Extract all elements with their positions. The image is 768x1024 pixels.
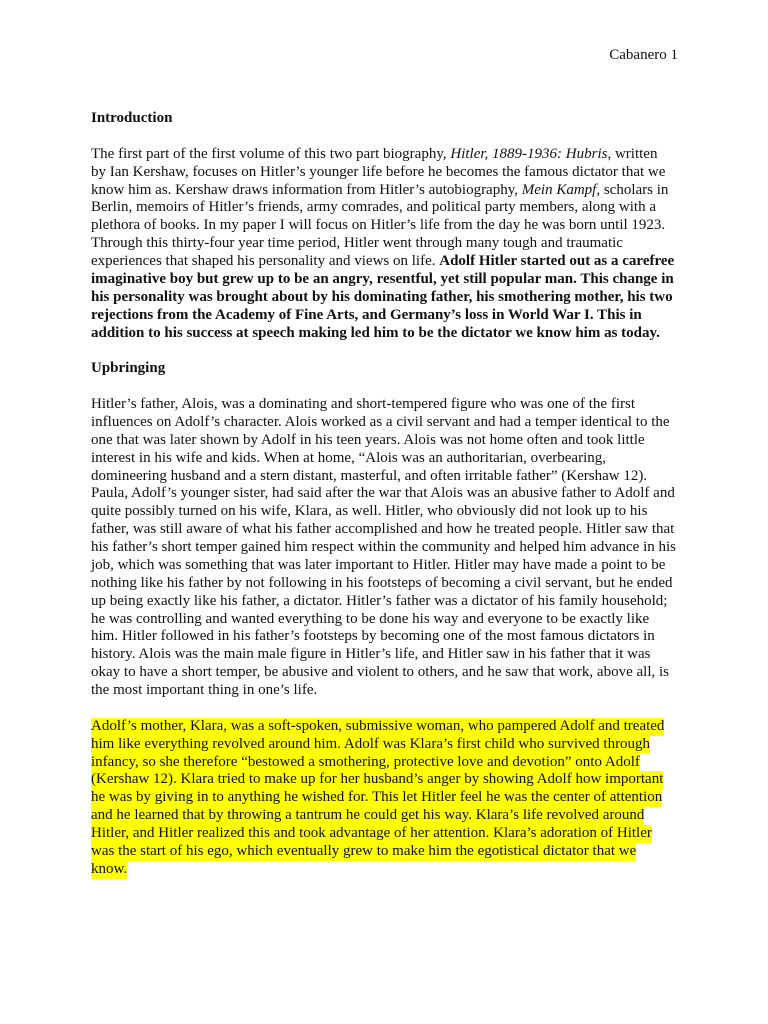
text-line [91,557,691,575]
text-line [91,664,691,682]
text-run: experiences that shaped his personality and views on life. [91,253,440,269]
bold-text-run: rejections from the Academy of Fine Arts, and Germany’s loss in World War I. This in [91,306,642,323]
text-line [91,307,691,325]
line-text [91,289,673,307]
text-line [91,485,691,503]
text-line [91,325,691,343]
paragraph [91,146,691,343]
highlight-mark: was the start of his ego, which eventually grew to make him the egotistical dictator that we [91,842,637,859]
text-line [91,807,691,825]
line-text [91,325,660,343]
section-upbringing [91,360,691,878]
text-line [91,611,691,629]
text-run: The first part of the first volume of this two part biography, [91,145,451,162]
text-line [91,235,691,253]
line-text: up being exactly like his father, a dictator. Hitler’s father was a dictator of his family household; [91,592,668,609]
text-line [91,628,691,646]
text-line [91,861,691,879]
text-line [91,503,691,521]
line-text: quite possibly turned on his wife, Klara, as well. Hitler, who obviously did not look up to his [91,503,648,520]
highlight-mark: Hitler, and Hitler realized this and took advantage of her attention. Klara’s adoration of Hitler [91,825,652,841]
text-line [91,593,691,611]
line-text [91,307,642,325]
text-line [91,771,691,789]
line-text: interest in his wife and kids. When at home, “Alois was an authoritarian, overbearing, [91,449,606,466]
highlight-mark: know. [91,860,128,877]
text-line [91,682,691,700]
line-text: Through this thirty-four year time period, Hitler went through many tough and traumatic [91,235,623,252]
page-header: Cabanero 1 [609,47,678,63]
line-text: domineering husband and a stern distant, masterful, and often irritable father” (Kershaw 12). [91,467,648,484]
line-text: history. Alois was the main male figure in Hitler’s life, and Hitler saw in his father that it was [91,646,651,663]
text-line [91,146,691,164]
text-line [91,718,691,736]
text-run: , written [607,145,658,162]
bold-text-run: imaginative boy but grew up to be an angry, resentful, yet still popular man. This change in [91,270,674,287]
text-line [91,199,691,217]
line-text: nothing like his father by not following in his footsteps of becoming a civil servant, but he ended [91,574,673,591]
line-text [91,271,674,289]
text-line [91,432,691,450]
paragraph [91,396,691,700]
text-line [91,646,691,664]
line-text: okay to have a short temper, be abusive and violent to others, and he saw that work, above all, is [91,664,669,681]
italic-text-run: Hitler, 1889-1936: Hubris [450,145,608,162]
italic-text-run: Mein Kampf, [521,181,601,198]
section-heading: Upbringing [91,360,166,377]
highlight-mark: infancy, so she therefore “bestowed a smothering, protective love and devotion” onto Adolf [91,753,640,770]
text-line [91,414,691,432]
text-line [91,289,691,307]
line-text: plethora of books. In my paper I will focus on Hitler’s life from the day he was born until 1923. [91,217,666,234]
line-text: by Ian Kershaw, focuses on Hitler’s younger life before he becomes the famous dictator that we [91,163,666,180]
text-line [91,182,691,200]
highlight-mark: he was by giving in to anything he wished for. This let Hitler feel he was the center of attention [91,789,663,806]
highlight-mark: Adolf’s mother, Klara, was a soft-spoken, submissive woman, who pampered Adolf and treated [91,717,665,734]
text-run: scholars in [600,181,669,198]
document-body [91,110,691,897]
text-line [91,521,691,539]
text-line [91,539,691,557]
line-text: the most important thing in one’s life. [91,682,318,698]
highlighted-paragraph [91,718,691,879]
text-line [91,271,691,289]
line-text: his father’s short temper gained him respect within the community and helped him advance in his [91,539,676,555]
bold-text-run: his personality was brought about by his dominating father, his smothering mother, his two [91,288,673,305]
text-line [91,754,691,772]
line-text [91,182,668,200]
section-heading: Introduction [91,110,173,126]
text-line [91,825,691,843]
line-text: father, was still aware of what his father accomplished and how he treated people. Hitler saw that [91,521,675,538]
text-line [91,789,691,807]
text-line [91,843,691,861]
text-line [91,164,691,182]
text-line [91,575,691,593]
line-text: Berlin, memoirs of Hitler’s friends, army comrades, and political party members, along with a [91,199,656,216]
highlight-mark: and he learned that by throwing a tantrum he could get his way. Klara’s life revolved around [91,807,645,824]
bold-text-run: addition to his success at speech making led him to be the dictator we know him as today. [91,324,660,341]
text-line [91,450,691,468]
text-line [91,396,691,414]
text-line [91,736,691,754]
line-text: he was controlling and wanted everything to be done his way and everyone to be exactly like [91,610,650,627]
text-line [91,468,691,486]
line-text: Paula, Adolf’s younger sister, had said after the war that Alois was an abusive father to Adolf and [91,485,675,502]
line-text: him. Hitler followed in his father’s footsteps by becoming one of the most famous dictators in [91,628,655,645]
text-line [91,217,691,235]
bold-text-run: Adolf Hitler started out as a carefree [439,253,675,269]
line-text: influences on Adolf’s character. Alois worked as a civil servant and had a temper identical to the [91,413,670,430]
highlight-mark: (Kershaw 12). Klara tried to make up for her husband’s anger by showing Adolf how important [91,771,664,788]
line-text: one that was later shown by Adolf in his teen years. Alois was not home often and took little [91,431,645,448]
line-text: Hitler’s father, Alois, was a dominating and short-tempered figure who was one of the first [91,396,635,412]
text-run: know him as. Kershaw draws information from Hitler’s autobiography, [91,181,522,198]
line-text [91,146,657,164]
highlight-mark: him like everything revolved around him. Adolf was Klara’s first child who survived through [91,735,651,752]
section-introduction [91,110,691,342]
line-text [91,253,674,271]
text-line [91,253,691,271]
line-text: job, which was something that was later important to Hitler. Hitler may have made a point to be [91,556,666,573]
